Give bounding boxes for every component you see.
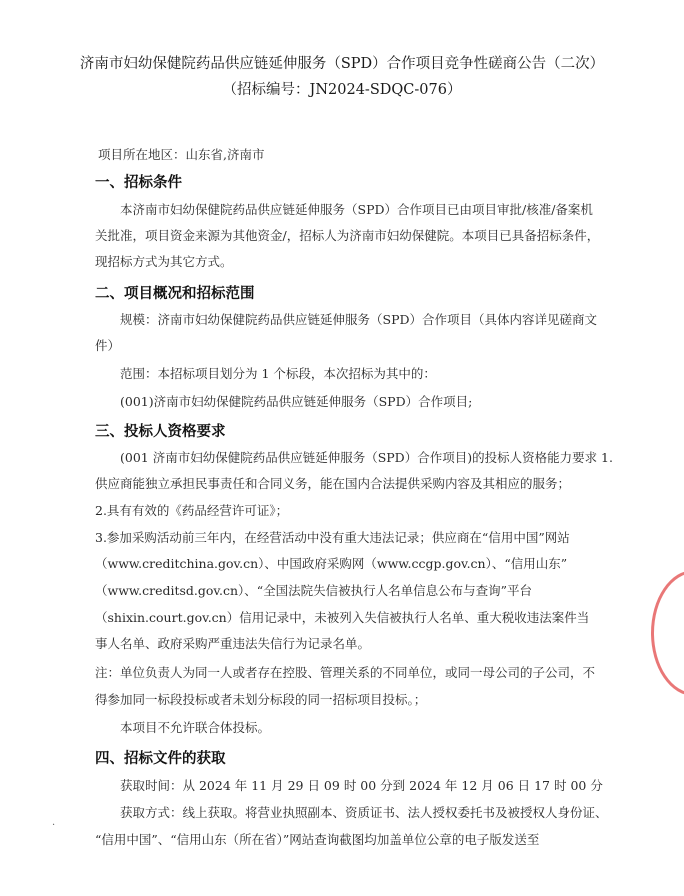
paragraph-line: 获取方式：线上获取。将营业执照副本、资质证书、法人授权委托书及被授权人身份证、 [120, 805, 608, 820]
paragraph-line: 获取时间：从 2024 年 11 月 29 日 09 时 00 分到 2024 年 12 月 06 日 17 时 00 分 [120, 778, 603, 793]
section-heading-3: 三、投标人资格要求 [95, 424, 226, 440]
paragraph-line: 2.具有有效的《药品经营许可证》； [95, 503, 289, 518]
section-heading-1: 一、招标条件 [95, 175, 182, 191]
paragraph-line: 本济南市妇幼保健院药品供应链延伸服务（SPD）合作项目已由项目审批/核准/备案机 [120, 202, 593, 217]
paragraph-line: 现招标方式为其它方式。 [95, 254, 233, 269]
paragraph-line: （www.creditchina.gov.cn）、中国政府采购网（www.ccgp.gov.cn）、“信用山东” [95, 556, 568, 571]
section-heading-2: 二、项目概况和招标范围 [95, 286, 255, 302]
paragraph-line: 3.参加采购活动前三年内，在经营活动中没有重大违法记录；供应商在“信用中国”网站 [95, 530, 570, 545]
paragraph-line: （shixin.court.gov.cn）信用记录中，未被列入失信被执行人名单、重大税收违法案件当 [95, 610, 590, 625]
tender-number: （招标编号：JN2024-SDQC-076） [222, 82, 462, 98]
paragraph-line: 得参加同一标段投标或者未划分标段的同一招标项目投标。； [95, 692, 427, 707]
paragraph-line: 注：单位负责人为同一人或者存在控股、管理关系的不同单位，或同一母公司的子公司，不 [95, 665, 596, 680]
paragraph-line: 规模：济南市妇幼保健院药品供应链延伸服务（SPD）合作项目（具体内容详见磋商文 [120, 312, 597, 327]
paragraph-line: (001)济南市妇幼保健院药品供应链延伸服务（SPD）合作项目; [120, 394, 473, 409]
doc-title: 济南市妇幼保健院药品供应链延伸服务（SPD）合作项目竞争性磋商公告（二次） [79, 56, 605, 72]
paragraph-line: 件） [95, 338, 121, 353]
paragraph-line: 关批准，项目资金来源为其他资金/，招标人为济南市妇幼保健院。本项目已具备招标条件， [95, 228, 600, 243]
paragraph-line: 事人名单、政府采购严重违法失信行为记录名单。 [95, 636, 371, 651]
paragraph-line: 本项目不允许联合体投标。 [120, 720, 271, 735]
paragraph-line: (001 济南市妇幼保健院药品供应链延伸服务（SPD）合作项目)的投标人资格能力要求 1. [120, 450, 613, 465]
project-location: 项目所在地区：山东省,济南市 [98, 147, 265, 162]
scan-speck: · [52, 820, 56, 831]
section-heading-4: 四、招标文件的获取 [95, 751, 226, 767]
paragraph-line: “信用中国”、“信用山东（所在省）”网站查询截图均加盖单位公章的电子版发送至 [95, 832, 540, 847]
paragraph-line: 供应商能独立承担民事责任和合同义务，能在国内合法提供采购内容及其相应的服务； [95, 476, 571, 491]
paragraph-line: （www.creditsd.gov.cn）、“全国法院失信被执行人名单信息公布与查询”平台 [95, 583, 533, 598]
red-seal-stamp [651, 570, 684, 696]
paragraph-line: 范围：本招标项目划分为 1 个标段，本次招标为其中的： [120, 366, 436, 381]
